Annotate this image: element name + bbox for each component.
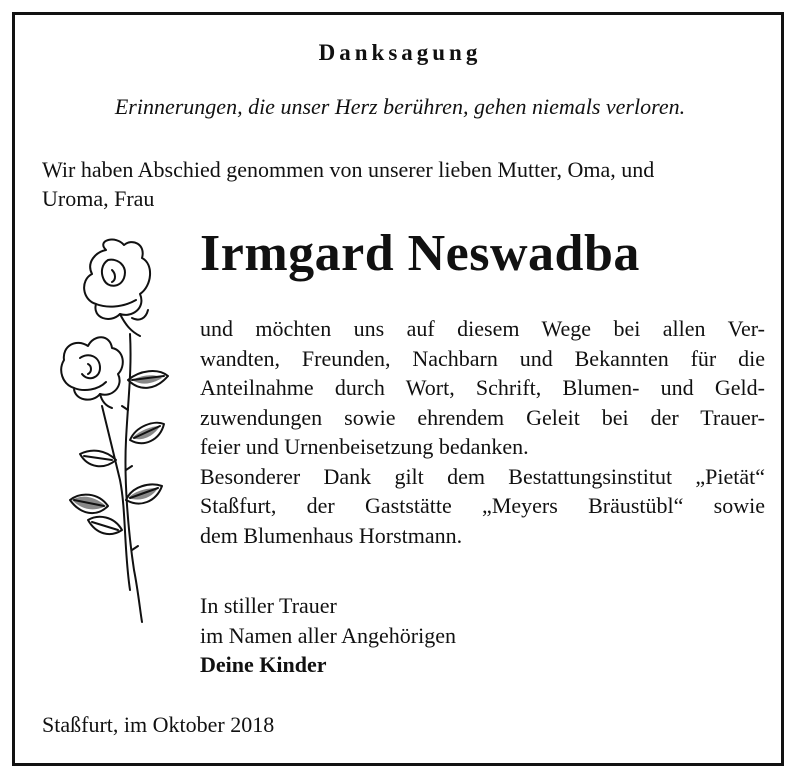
place-date: Staßfurt, im Oktober 2018 [42,712,275,737]
notice-motto: Erinnerungen, die unser Herz berühren, gehen niemals verloren. [114,94,686,119]
thanks-text [200,314,765,550]
thanks-line: dem Blumenhaus Horstmann. [200,522,463,548]
signoff-block [200,591,456,680]
rose-icon [36,230,181,630]
thanks-line: feier und Urnenbeisetzung bedanken. [200,434,529,459]
intro-line: Uroma, Frau [42,186,155,211]
intro-text [42,155,767,213]
thanks-line: und möchten uns auf diesem Wege bei allen Ver- [200,316,765,341]
signoff-line: im Namen aller Angehörigen [200,622,456,648]
signoff-line: In stiller Trauer [200,593,337,618]
intro-line: Wir haben Abschied genommen von unserer lieben Mutter, Oma, und [42,157,655,182]
thanks-line: Anteilnahme durch Wort, Schrift, Blumen- und Geld- [200,375,765,400]
thanks-line: wandten, Freunden, Nachbarn und Bekannten für die [200,345,765,371]
signature: Deine Kinder [200,652,327,677]
thanks-line: zuwendungen sowie ehrendem Geleit bei der Trauer- [200,404,765,430]
thanks-line: Staßfurt, der Gaststätte „Meyers Bräustübl“ sowie [200,493,765,518]
notice-heading: Danksagung [318,40,482,65]
deceased-name: Irmgard Neswadba [200,225,640,282]
thanks-line: Besonderer Dank gilt dem Bestattungsinstitut „Pietät“ [200,463,765,489]
